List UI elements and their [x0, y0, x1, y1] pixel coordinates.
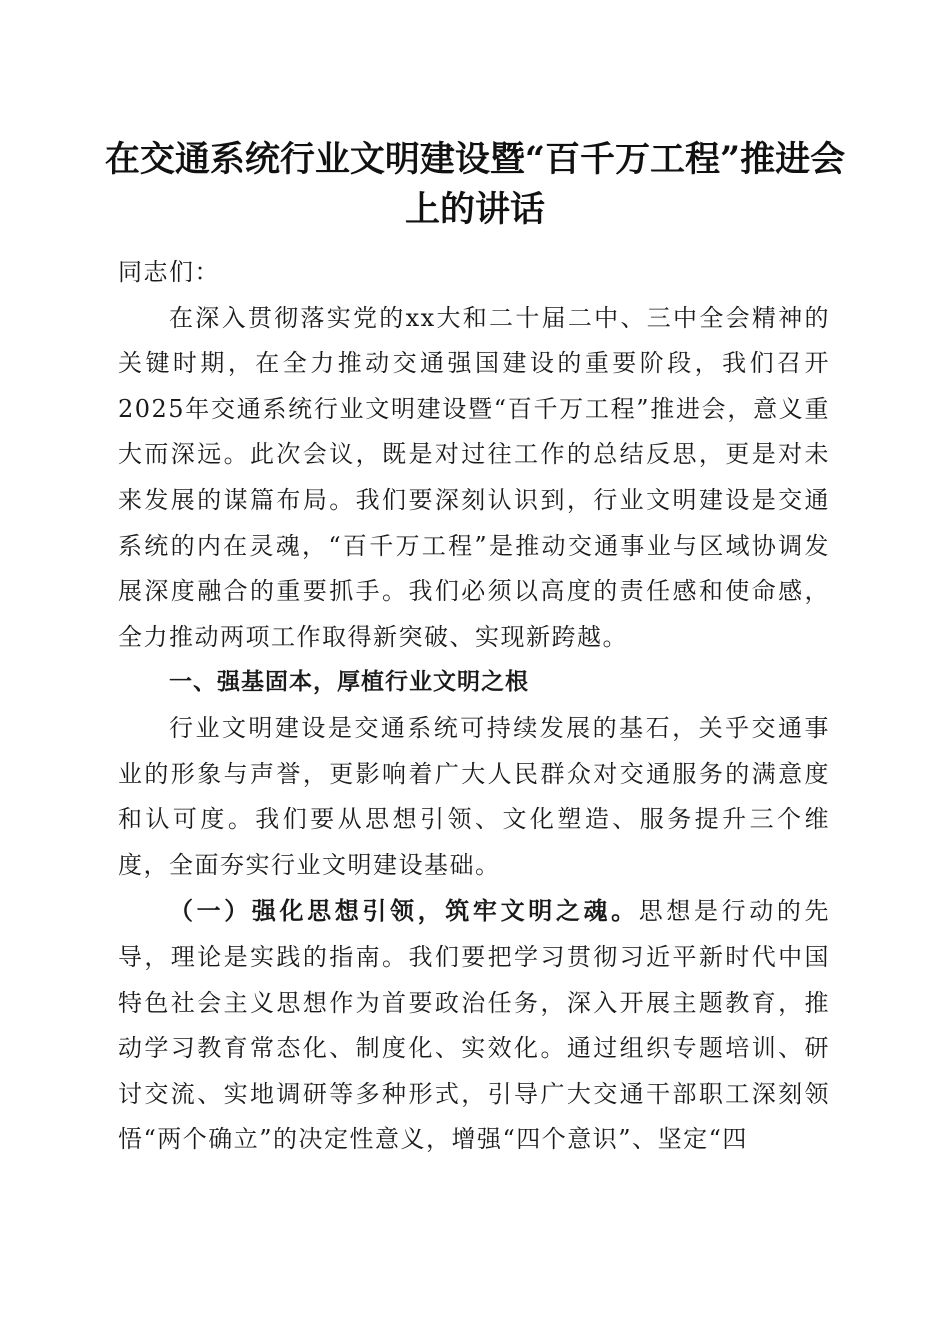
intro-paragraph: 在深入贯彻落实党的xx大和二十届二中、三中全会精神的关键时期，在全力推动交通强国建设的重要阶段，我们召开2025年交通系统行业文明建设暨“百千万工程”推进会，意义重大而深远。此次会议，既是对过往工作的总结反思，更是对未来发展的谋篇布局。我们要深刻认识到，行业文明建设是交通系统的内在灵魂，“百千万工程”是推动交通事业与区域协调发展深度融合的重要抓手。我们必须以高度的责任感和使命感，全力推动两项工作取得新突破、实现新跨越。	[118, 303, 830, 651]
subsection-lead: （一）强化思想引领，筑牢文明之魂。	[169, 896, 639, 926]
subsection-text: 思想是行动的先导，理论是实践的指南。我们要把学习贯彻习近平新时代中国特色社会主义思想作为首要政治任务，深入开展主题教育，推动学习教育常态化、制度化、实效化。通过组织专题培训、研讨交流、实地调研等多种形式，引导广大交通干部职工深刻领悟“两个确立”的决定性意义，增强“四个意识”、坚定“四	[118, 897, 831, 1154]
salutation: 同志们：	[118, 258, 220, 286]
subsection-paragraph	[118, 888, 830, 1163]
document-title: 在交通系统行业文明建设暨“百千万工程”推进会上的讲话	[104, 139, 846, 230]
section-paragraph: 行业文明建设是交通系统可持续发展的基石，关乎交通事业的形象与声誉，更影响着广大人民群众对交通服务的满意度和认可度。我们要从思想引领、文化塑造、服务提升三个维度，全面夯实行业文明建设基础。	[118, 713, 830, 879]
document-body	[118, 250, 830, 1163]
section-heading: 一、强基固本，厚植行业文明之根	[169, 669, 529, 696]
